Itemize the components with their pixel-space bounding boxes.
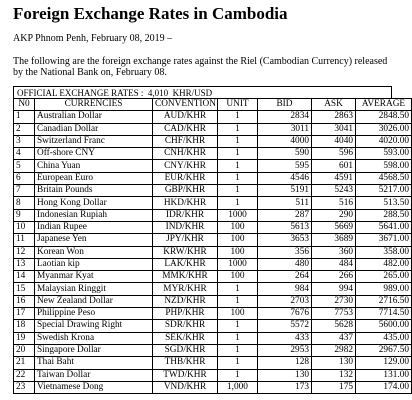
- row-number: 14: [14, 271, 35, 283]
- table-row: [14, 123, 412, 135]
- unit: 100: [218, 246, 258, 258]
- bid-rate: 984: [258, 283, 312, 295]
- convention: MYR/KHR: [153, 283, 218, 295]
- ask-rate: 5628: [312, 320, 356, 332]
- convention: AUD/KHR: [153, 111, 218, 123]
- convention: GBP/KHR: [153, 185, 218, 197]
- row-number: 4: [14, 148, 35, 160]
- bid-rate: 5191: [258, 185, 312, 197]
- average-rate: 4568.50: [356, 172, 412, 184]
- currency-name: Taiwan Dollar: [35, 369, 153, 381]
- unit: 1000: [218, 258, 258, 270]
- bid-rate: 4546: [258, 172, 312, 184]
- bid-rate: 264: [258, 271, 312, 283]
- average-rate: 435.00: [356, 332, 412, 344]
- currency-name: Canadian Dollar: [35, 123, 153, 135]
- currency-name: European Euro: [35, 172, 153, 184]
- average-rate: 5600.00: [356, 320, 412, 332]
- row-number: 16: [14, 295, 35, 307]
- ask-rate: 516: [312, 197, 356, 209]
- bid-rate: 5613: [258, 221, 312, 233]
- table-row: [14, 209, 412, 221]
- average-rate: 3026.00: [356, 123, 412, 135]
- table-row: [14, 344, 412, 356]
- table-row: [14, 221, 412, 233]
- ask-rate: 4040: [312, 135, 356, 147]
- average-rate: 358.00: [356, 246, 412, 258]
- row-number: 2: [14, 123, 35, 135]
- bid-rate: 356: [258, 246, 312, 258]
- table-row: [14, 135, 412, 147]
- ask-rate: 3041: [312, 123, 356, 135]
- currency-name: China Yuan: [35, 160, 153, 172]
- table-row: [14, 234, 412, 246]
- currency-name: Indonesian Rupiah: [35, 209, 153, 221]
- currency-name: Thai Baht: [35, 357, 153, 369]
- unit: 1: [218, 332, 258, 344]
- convention: IDR/KHR: [153, 209, 218, 221]
- official-rate-label: OFFICIAL EXCHANGE RATES :: [17, 88, 144, 98]
- bid-rate: 480: [258, 258, 312, 270]
- row-number: 12: [14, 246, 35, 258]
- currency-name: Philippine Peso: [35, 308, 153, 320]
- row-number: 3: [14, 135, 35, 147]
- bid-rate: 130: [258, 369, 312, 381]
- row-number: 21: [14, 357, 35, 369]
- table-row: [14, 258, 412, 270]
- average-rate: 7714.50: [356, 308, 412, 320]
- official-rate-unit: KHR/USD: [172, 88, 213, 98]
- bid-rate: 590: [258, 148, 312, 160]
- dateline: AKP Phnom Penh, February 08, 2019 –: [13, 33, 173, 44]
- average-rate: 989.00: [356, 283, 412, 295]
- currency-name: Vietnamese Dong: [35, 381, 153, 393]
- row-number: 6: [14, 172, 35, 184]
- convention: CHF/KHR: [153, 135, 218, 147]
- unit: 1: [218, 148, 258, 160]
- ask-rate: 290: [312, 209, 356, 221]
- convention: HKD/KHR: [153, 197, 218, 209]
- table-row: [14, 369, 412, 381]
- average-rate: 593.00: [356, 148, 412, 160]
- currency-name: Laotian kip: [35, 258, 153, 270]
- convention: SDR/KHR: [153, 320, 218, 332]
- official-rate-value: 4,010: [147, 88, 169, 98]
- unit: 1000: [218, 209, 258, 221]
- unit: 1: [218, 320, 258, 332]
- bid-rate: 4000: [258, 135, 312, 147]
- unit: 100: [218, 308, 258, 320]
- average-rate: 482.00: [356, 258, 412, 270]
- col-header-convention: CONVENTION: [153, 99, 218, 111]
- col-header-no: N0: [14, 99, 35, 111]
- ask-rate: 7753: [312, 308, 356, 320]
- table-row: [14, 197, 412, 209]
- row-number: 8: [14, 197, 35, 209]
- convention: LAK/KHR: [153, 258, 218, 270]
- table-row: [14, 185, 412, 197]
- average-rate: 598.00: [356, 160, 412, 172]
- bid-rate: 2834: [258, 111, 312, 123]
- unit: 1: [218, 123, 258, 135]
- average-rate: 2848.50: [356, 111, 412, 123]
- convention: TWD/KHR: [153, 369, 218, 381]
- currency-name: Swedish Krona: [35, 332, 153, 344]
- convention: JPY/KHR: [153, 234, 218, 246]
- unit: 1: [218, 135, 258, 147]
- row-number: 9: [14, 209, 35, 221]
- unit: 100: [218, 221, 258, 233]
- col-header-unit: UNIT: [218, 99, 258, 111]
- bid-rate: 2703: [258, 295, 312, 307]
- unit: 1: [218, 283, 258, 295]
- convention: NZD/KHR: [153, 295, 218, 307]
- intro-paragraph: The following are the foreign exchange rates against the Riel (Cambodian Currency) released by the National Bank on, February 08.: [13, 56, 388, 78]
- convention: EUR/KHR: [153, 172, 218, 184]
- row-number: 10: [14, 221, 35, 233]
- currency-name: Malaysian Ringgit: [35, 283, 153, 295]
- unit: 1,000: [218, 381, 258, 393]
- bid-rate: 7676: [258, 308, 312, 320]
- average-rate: 513.50: [356, 197, 412, 209]
- table-row: [14, 172, 412, 184]
- ask-rate: 132: [312, 369, 356, 381]
- average-rate: 2967.50: [356, 344, 412, 356]
- average-rate: 265.00: [356, 271, 412, 283]
- currency-name: Korean Won: [35, 246, 153, 258]
- average-rate: 5641.00: [356, 221, 412, 233]
- unit: 1: [218, 197, 258, 209]
- row-number: 22: [14, 369, 35, 381]
- table-row: [14, 271, 412, 283]
- average-rate: 129.00: [356, 357, 412, 369]
- row-number: 23: [14, 381, 35, 393]
- ask-rate: 5243: [312, 185, 356, 197]
- currency-name: Switzerland Franc: [35, 135, 153, 147]
- unit: 1: [218, 295, 258, 307]
- unit: 1: [218, 185, 258, 197]
- ask-rate: 360: [312, 246, 356, 258]
- average-rate: 174.00: [356, 381, 412, 393]
- convention: CNY/KHR: [153, 160, 218, 172]
- ask-rate: 2982: [312, 344, 356, 356]
- convention: KRW/KHR: [153, 246, 218, 258]
- bid-rate: 128: [258, 357, 312, 369]
- table-row: [14, 160, 412, 172]
- convention: SGD/KHR: [153, 344, 218, 356]
- ask-rate: 175: [312, 381, 356, 393]
- unit: 1: [218, 172, 258, 184]
- currency-name: Singapore Dollar: [35, 344, 153, 356]
- convention: IND/KHR: [153, 221, 218, 233]
- ask-rate: 596: [312, 148, 356, 160]
- table-header-row: [14, 99, 412, 111]
- average-rate: 2716.50: [356, 295, 412, 307]
- bid-rate: 511: [258, 197, 312, 209]
- unit: 1: [218, 111, 258, 123]
- unit: 1: [218, 357, 258, 369]
- unit: 100: [218, 271, 258, 283]
- currency-name: Special Drawing Right: [35, 320, 153, 332]
- table-row: [14, 111, 412, 123]
- col-header-bid: BID: [258, 99, 312, 111]
- ask-rate: 130: [312, 357, 356, 369]
- unit: 100: [218, 234, 258, 246]
- row-number: 19: [14, 332, 35, 344]
- bid-rate: 433: [258, 332, 312, 344]
- ask-rate: 601: [312, 160, 356, 172]
- col-header-currencies: CURRENCIES: [35, 99, 153, 111]
- convention: CNH/KHR: [153, 148, 218, 160]
- ask-rate: 5669: [312, 221, 356, 233]
- table-row: [14, 283, 412, 295]
- average-rate: 131.00: [356, 369, 412, 381]
- table-row: [14, 381, 412, 393]
- currency-name: Off-shore CNY: [35, 148, 153, 160]
- table-body: [14, 111, 412, 394]
- col-header-ask: ASK: [312, 99, 356, 111]
- table-row: [14, 332, 412, 344]
- convention: VND/KHR: [153, 381, 218, 393]
- unit: 1: [218, 344, 258, 356]
- unit: 1: [218, 369, 258, 381]
- row-number: 11: [14, 234, 35, 246]
- average-rate: 4020.00: [356, 135, 412, 147]
- unit: 1: [218, 160, 258, 172]
- currency-name: Myanmar Kyat: [35, 271, 153, 283]
- bid-rate: 3011: [258, 123, 312, 135]
- currency-name: Hong Kong Dollar: [35, 197, 153, 209]
- ask-rate: 4591: [312, 172, 356, 184]
- row-number: 1: [14, 111, 35, 123]
- article-title: Foreign Exchange Rates in Cambodia: [13, 4, 288, 23]
- convention: SEK/KHR: [153, 332, 218, 344]
- average-rate: 3671.00: [356, 234, 412, 246]
- average-rate: 288.50: [356, 209, 412, 221]
- convention: MMK/KHR: [153, 271, 218, 283]
- row-number: 13: [14, 258, 35, 270]
- row-number: 5: [14, 160, 35, 172]
- bid-rate: 3653: [258, 234, 312, 246]
- table-row: [14, 320, 412, 332]
- currency-name: Indian Rupee: [35, 221, 153, 233]
- bid-rate: 2953: [258, 344, 312, 356]
- convention: THB/KHR: [153, 357, 218, 369]
- bid-rate: 287: [258, 209, 312, 221]
- currency-name: Australian Dollar: [35, 111, 153, 123]
- table-row: [14, 246, 412, 258]
- table-row: [14, 357, 412, 369]
- bid-rate: 5572: [258, 320, 312, 332]
- ask-rate: 266: [312, 271, 356, 283]
- ask-rate: 437: [312, 332, 356, 344]
- convention: CAD/KHR: [153, 123, 218, 135]
- bid-rate: 173: [258, 381, 312, 393]
- exchange-rate-table: [13, 98, 412, 394]
- row-number: 18: [14, 320, 35, 332]
- ask-rate: 994: [312, 283, 356, 295]
- table-row: [14, 308, 412, 320]
- row-number: 17: [14, 308, 35, 320]
- currency-name: New Zealand Dollar: [35, 295, 153, 307]
- ask-rate: 484: [312, 258, 356, 270]
- row-number: 20: [14, 344, 35, 356]
- row-number: 15: [14, 283, 35, 295]
- ask-rate: 3689: [312, 234, 356, 246]
- col-header-average: AVERAGE: [356, 99, 412, 111]
- currency-name: Japanese Yen: [35, 234, 153, 246]
- bid-rate: 595: [258, 160, 312, 172]
- average-rate: 5217.00: [356, 185, 412, 197]
- table-row: [14, 148, 412, 160]
- row-number: 7: [14, 185, 35, 197]
- ask-rate: 2730: [312, 295, 356, 307]
- convention: PHP/KHR: [153, 308, 218, 320]
- ask-rate: 2863: [312, 111, 356, 123]
- table-row: [14, 295, 412, 307]
- currency-name: Britain Pounds: [35, 185, 153, 197]
